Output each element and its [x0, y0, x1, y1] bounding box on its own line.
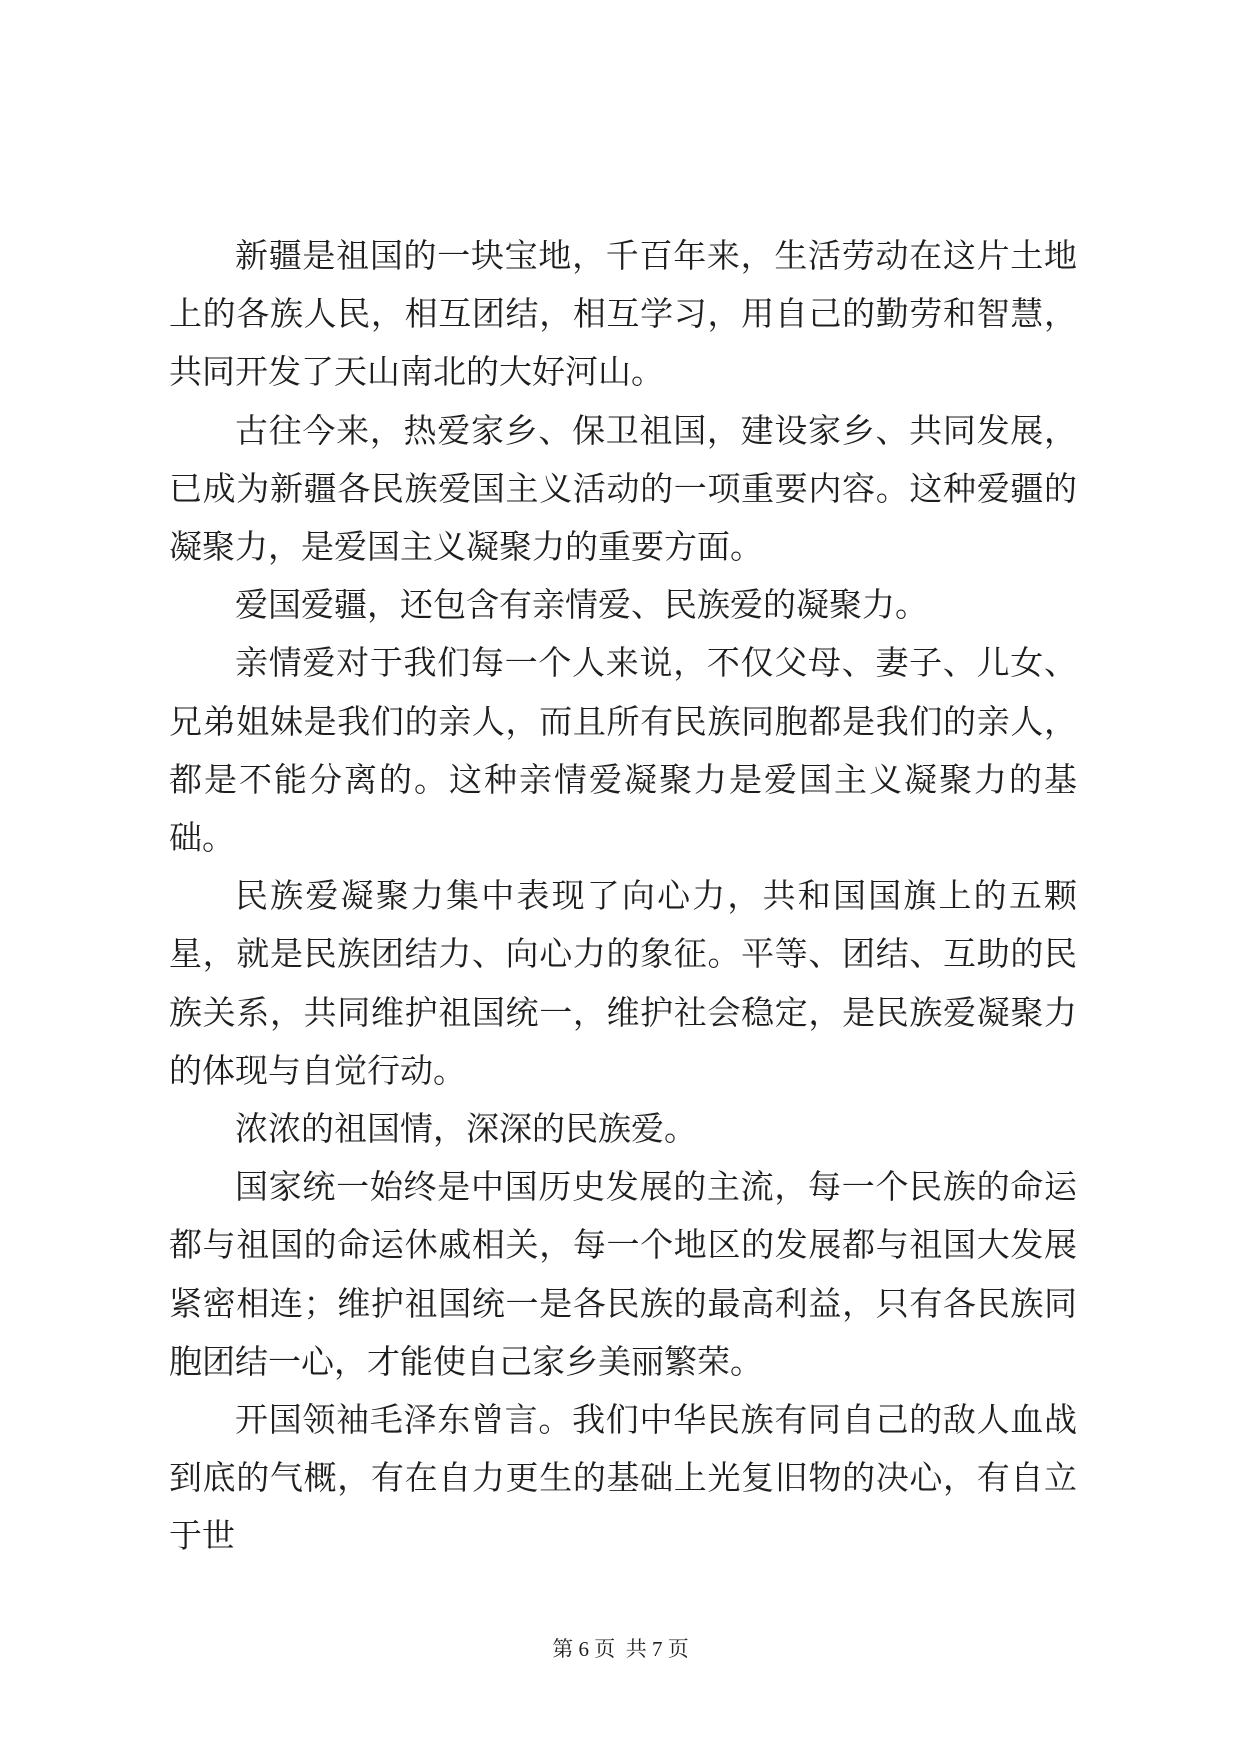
paragraph: 开国领袖毛泽东曾言。我们中华民族有同自己的敌人血战到底的气概，有在自力更生的基础上光复旧物的决心，有自立于世 — [169, 1400, 1077, 1556]
page-footer — [0, 1633, 1241, 1663]
paragraph: 民族爱凝聚力集中表现了向心力，共和国国旗上的五颗星，就是民族团结力、向心力的象征。平等、团结、互助的民族关系，共同维护祖国统一，维护社会稳定，是民族爱凝聚力的体现与自觉行动。 — [169, 876, 1077, 1090]
body-text — [169, 227, 1077, 1566]
page-number: 第 6 页 共 7 页 — [552, 1637, 689, 1661]
paragraph: 国家统一始终是中国历史发展的主流，每一个民族的命运都与祖国的命运休戚相关，每一个地区的发展都与祖国大发展紧密相连；维护祖国统一是各民族的最高利益，只有各民族同胞团结一心，才能使自己家乡美丽繁荣。 — [169, 1167, 1077, 1381]
paragraph: 古往今来，热爱家乡、保卫祖国，建设家乡、共同发展，已成为新疆各民族爱国主义活动的一项重要内容。这种爱疆的凝聚力，是爱国主义凝聚力的重要方面。 — [169, 410, 1077, 567]
paragraph: 亲情爱对于我们每一个人来说，不仅父母、妻子、儿女、兄弟姐妹是我们的亲人，而且所有民族同胞都是我们的亲人，都是不能分离的。这种亲情爱凝聚力是爱国主义凝聚力的基础。 — [169, 643, 1077, 858]
paragraph: 新疆是祖国的一块宝地，千百年来，生活劳动在这片土地上的各族人民，相互团结，相互学习，用自己的勤劳和智慧，共同开发了天山南北的大好河山。 — [169, 236, 1077, 392]
paragraph: 浓浓的祖国情，深深的民族爱。 — [235, 1109, 697, 1149]
paragraph: 爱国爱疆，还包含有亲情爱、民族爱的凝聚力。 — [235, 585, 928, 625]
